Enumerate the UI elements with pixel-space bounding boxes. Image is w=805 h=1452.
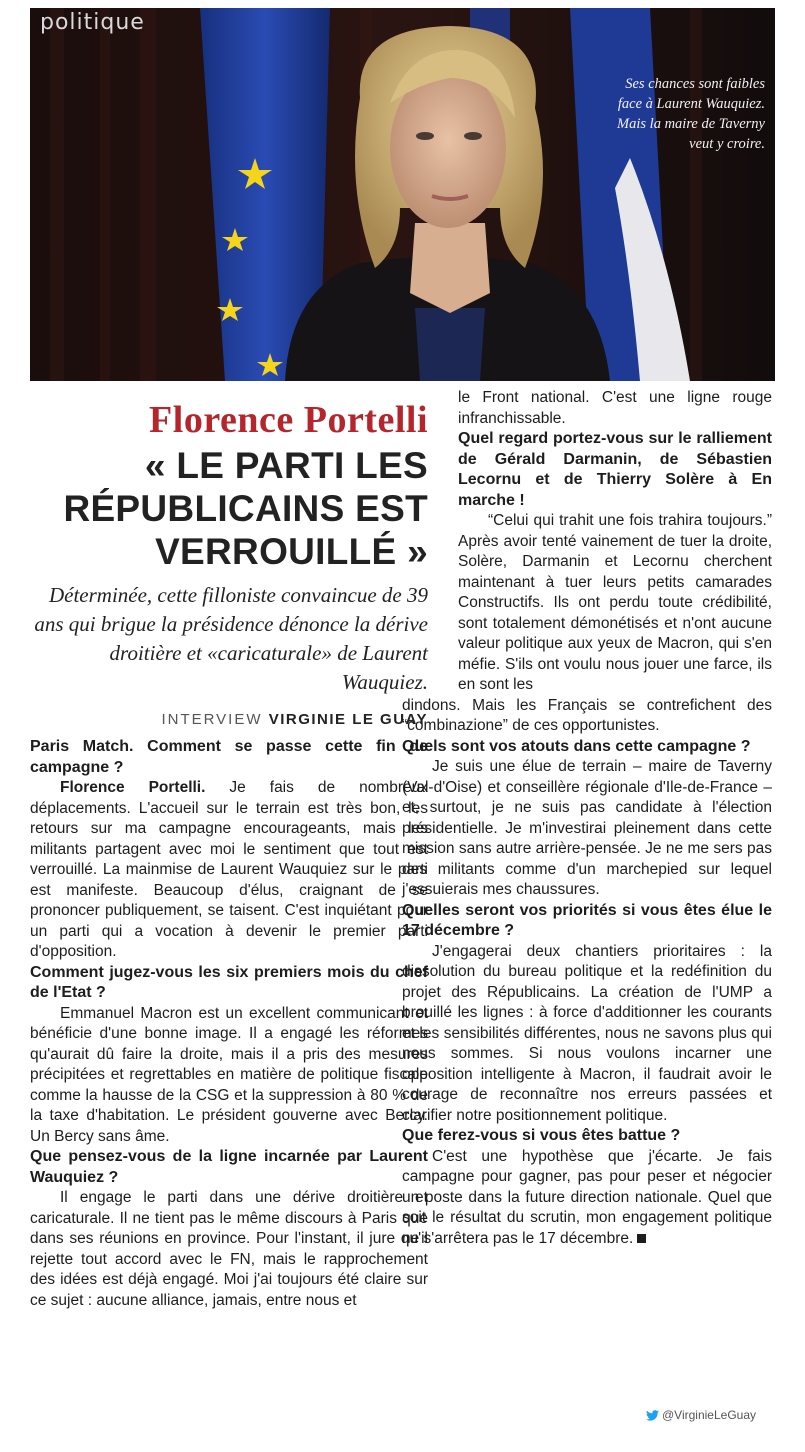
answer-4-continued: dindons. Mais les Français se contrefichent des “combinazione” de ces opportunistes. — [402, 696, 772, 734]
question-7: Que ferez-vous si vous êtes battue ? — [402, 1127, 681, 1144]
headline-block — [30, 398, 428, 728]
question-1: Paris Match. Comment se passe cette fin de campagne ? — [30, 738, 428, 776]
byline-prefix: INTERVIEW — [161, 711, 263, 728]
headline-quote: « LE PARTI LES RÉPUBLICAINS EST VERROUILLÉ » — [63, 445, 428, 572]
answer-7 — [402, 1147, 772, 1250]
twitter-handle[interactable]: @VirginieLeGuay — [662, 1408, 757, 1422]
answer-2: Emmanuel Macron est un excellent communicant et bénéficie d'une bonne image. Il a engagé les réformes qu'aurait dû faire la droite, mais il a pris des mesures précipitées et regrettables en matière de politique fiscale comme la hausse de la CSG et la suppression à 80 % de la taxe d'habitation. Le président gouverne avec Bercy. Un Bercy sans âme. — [30, 1004, 428, 1145]
answer-3-continued: le Front national. C'est une ligne rouge infranchissable. — [458, 389, 772, 427]
interviewee-name: Florence Portelli — [149, 399, 428, 441]
answer-6: J'engagerai deux chantiers prioritaires : la dissolution du bureau politique et la redéfinition du projet des Républicains. La création de l'UMP a brouillé les lignes : à force d'additionner les courants et les sensibilités différentes, nous ne savons plus qui nous sommes. Si nous voulons incarner une opposition intelligente à Macron, il faudrait avoir le courage de reconnaître nos erreurs passées et clarifier notre positionnement politique. — [402, 942, 772, 1124]
standfirst: Déterminée, cette filloniste convaincue de 39 ans qui brigue la présidence dénonce la dérive droitière et «caricaturale» de Laurent Wauquiez. — [34, 583, 428, 694]
left-column — [30, 737, 428, 1311]
answer-7-text: C'est une hypothèse que j'écarte. Je fais campagne pour gagner, pas pour peser et négocier un poste dans la future direction nationale. Quel que soit le résultat du scrutin, mon engagement politique ne s'arrêtera pas le 17 décembre. — [402, 1147, 772, 1247]
portrait-illustration — [30, 8, 775, 381]
question-5: Quels sont vos atouts dans cette campagne ? — [402, 737, 751, 755]
end-mark — [637, 1234, 646, 1243]
question-3: Que pensez-vous de la ligne incarnée par Laurent Wauquiez ? — [30, 1148, 428, 1186]
twitter-bird-icon — [646, 1410, 659, 1421]
question-2: Comment jugez-vous les six premiers mois du chef de l'Etat ? — [30, 963, 428, 1001]
answer-1-text: Je fais de nombreux déplacements. L'accueil sur le terrain est très bon, les retours sur ma campagne encourageants, mais les militants partagent avec moi le sentiment que tout est verrouillé. La mainmise de Laurent Wauquiez sur le parti est manifeste. Beaucoup d'élus, craignant de se prononcer publiquement, se taisent. C'est inquiétant pour un parti qui a vocation à devenir le premier parti d'opposition. — [30, 779, 428, 960]
answer-5: Je suis une élue de terrain – maire de Taverny (Val-d'Oise) et conseillère régionale d'Ile-de-France – et, surtout, je ne suis pas candidate à l'élection présidentielle. Je m'investirai pleinement dans cette mission sans autre arrière-pensée. Je ne me sers pas des militants comme d'un marchepied sur lequel j'essuierais mes chaussures. — [402, 758, 772, 898]
question-4: Quel regard portez-vous sur le ralliement de Gérald Darmanin, de Sébastien Lecornu et de Thierry Solère à En marche ! — [458, 430, 772, 509]
answer-3: Il engage le parti dans une dérive droitière et caricaturale. Il ne tient pas le même discours à Paris que dans ses réunions en province. Pour l'instant, il jure qu'il rejette tout accord avec le FN, mais le rapprochement des idées est déjà engagé. Moi j'ai toujours été claire sur ce sujet : aucune alliance, jamais, entre nous et — [30, 1189, 428, 1309]
byline-author: VIRGINIE LE GUAY — [268, 711, 428, 728]
byline — [30, 711, 428, 728]
hero-photo — [30, 8, 775, 381]
question-6: Quelles seront vos priorités si vous êtes élue le 17 décembre ? — [402, 901, 772, 939]
answer-1 — [30, 778, 428, 963]
answer-4: “Celui qui trahit une fois trahira toujours.” Après avoir tenté vainement de tuer la droite, Solère, Darmanin et Lecornu cherchent maintenant à tuer leurs petits camarades Constructifs. Ils ont perdu toute crédibilité, sont totalement démonétisés et n'ont aucune valeur politique aux yeux de Macron, qui s'en méfie. S'ils ont voulu nous jouer une farce, ils en sont les — [458, 512, 772, 693]
twitter-credit[interactable] — [646, 1408, 756, 1422]
photo-caption: Ses chances sont faibles face à Laurent Wauquiez. Mais la maire de Taverny veut y croire. — [617, 76, 765, 152]
section-label: politique — [40, 10, 145, 35]
answer-speaker: Florence Portelli. — [60, 779, 206, 796]
right-column — [402, 388, 772, 1249]
